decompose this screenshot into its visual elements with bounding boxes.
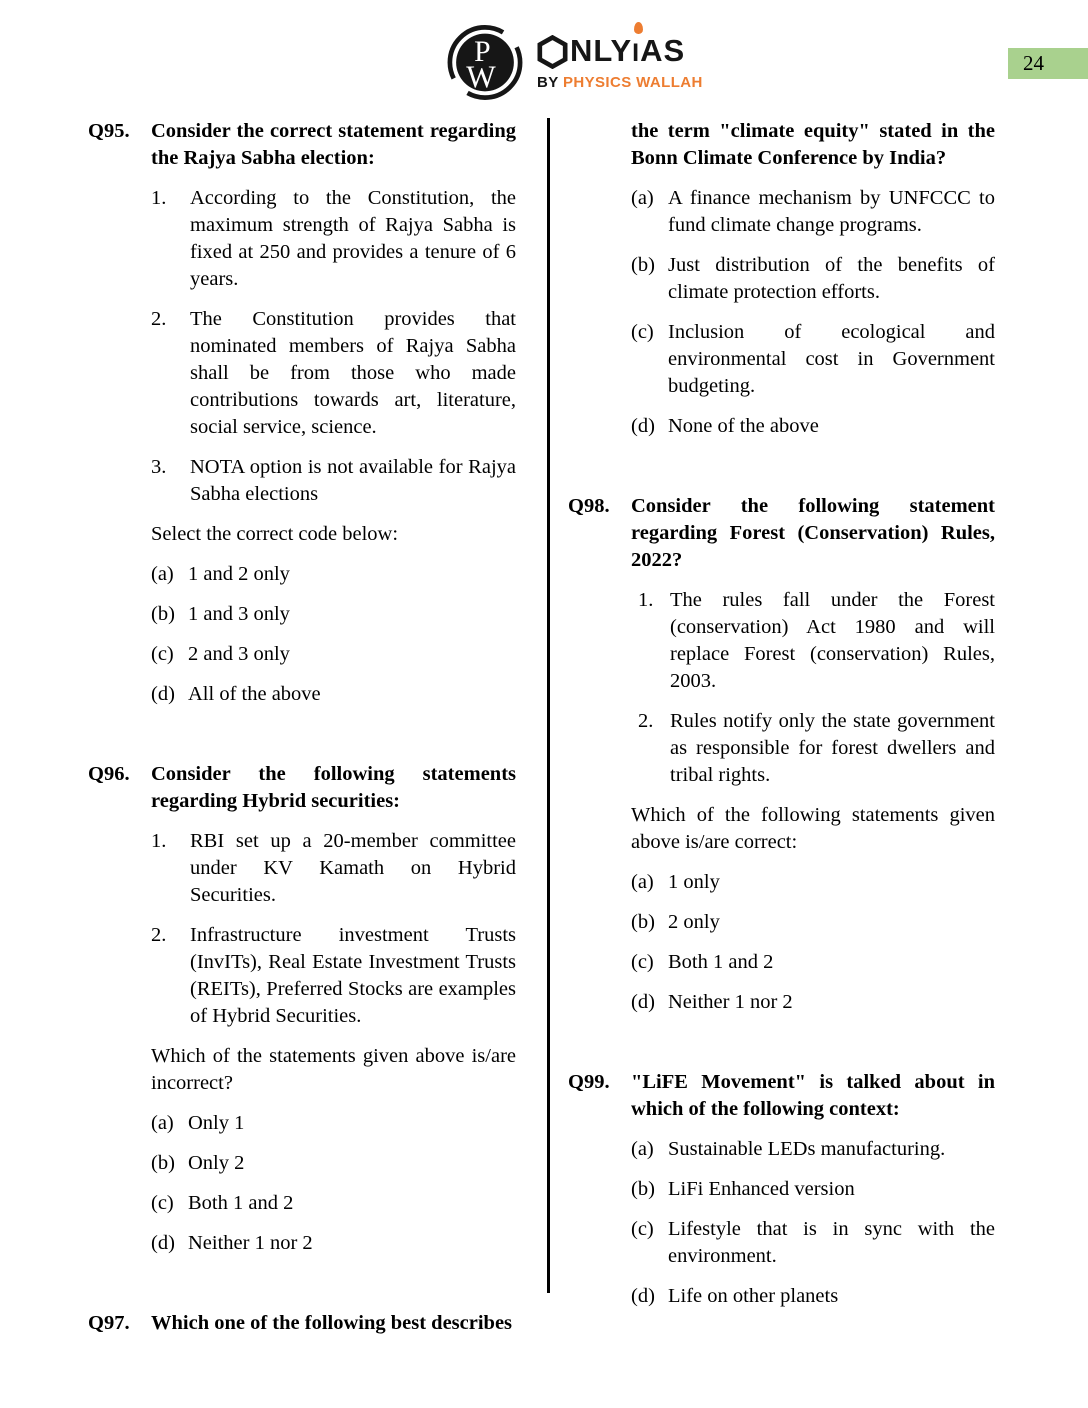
- option-letter: (a): [151, 563, 174, 585]
- option-letter: (c): [631, 951, 654, 973]
- option-row: [631, 989, 995, 1016]
- option-text: None of the above: [668, 415, 819, 437]
- statement-text: Infrastructure investment Trusts (InvITs), Real Estate Investment Trusts (REITs), Preferred Stocks are examples of Hybrid Securities.: [190, 924, 516, 1027]
- option-text: A finance mechanism by UNFCCC to fund climate change programs.: [668, 187, 995, 236]
- option-row: [631, 1136, 995, 1163]
- wordmark-i: I: [632, 35, 640, 71]
- question-number: Q95.: [88, 120, 130, 142]
- question-number: Q97.: [88, 1312, 130, 1334]
- option-text: All of the above: [188, 683, 321, 705]
- option-text: Inclusion of ecological and environmental cost in Government budgeting.: [668, 321, 995, 397]
- statement-text: Rules notify only the state government as responsible for forest dwellers and tribal rights.: [670, 710, 995, 786]
- option-text: Both 1 and 2: [188, 1192, 294, 1214]
- option-letter: (b): [631, 1178, 655, 1200]
- question-heading: the term "climate equity" stated in the Bonn Climate Conference by India?: [631, 120, 995, 169]
- statement-row: [151, 922, 516, 1030]
- option-letter: (b): [631, 254, 655, 276]
- statement-text: The Constitution provides that nominated members of Rajya Sabha shall be from those who made contributions towards art, literature, social service, science.: [190, 308, 516, 438]
- option-text: Lifestyle that is in sync with the environment.: [668, 1218, 995, 1267]
- option-letter: (d): [151, 683, 175, 705]
- question-block-q98: [568, 493, 995, 1029]
- option-row: [151, 1150, 516, 1177]
- option-text: 1 only: [668, 871, 720, 893]
- page-number-badge: 24: [1008, 48, 1088, 79]
- tagline-by: BY: [537, 74, 559, 91]
- option-text: 2 and 3 only: [188, 643, 290, 665]
- question-heading: Consider the following statement regarding Forest (Conservation) Rules, 2022?: [631, 495, 995, 571]
- tagline-physics-wallah: PHYSICS WALLAH: [562, 74, 703, 91]
- option-letter: (b): [151, 603, 175, 625]
- question-heading: "LiFE Movement" is talked about in which of the following context:: [631, 1071, 995, 1120]
- option-text: Life on other planets: [668, 1285, 839, 1307]
- question-number: Q98.: [568, 495, 610, 517]
- option-letter: (d): [151, 1232, 175, 1254]
- statement-text: According to the Constitution, the maximum strength of Rajya Sabha is fixed at 250 and provides a tenure of 6 years.: [190, 187, 516, 290]
- pw-monogram-icon: [446, 24, 524, 101]
- statement-text: NOTA option is not available for Rajya Sabha elections: [190, 456, 516, 505]
- option-row: [151, 641, 516, 668]
- hexagon-o-icon: [537, 35, 568, 69]
- option-letter: (c): [151, 1192, 174, 1214]
- column-divider: [547, 118, 550, 1293]
- option-row: [631, 185, 995, 239]
- option-letter: (b): [151, 1152, 175, 1174]
- question-block-q95: [88, 118, 516, 721]
- wordmark-nly: NLY: [570, 33, 633, 68]
- statement-row: [151, 454, 516, 508]
- option-row: [151, 1190, 516, 1217]
- right-column: [568, 118, 995, 1323]
- option-row: [631, 1216, 995, 1270]
- option-text: 1 and 2 only: [188, 563, 290, 585]
- statement-number: 2.: [151, 924, 167, 946]
- statement-row: [151, 185, 516, 293]
- statement-number: 1.: [151, 187, 167, 209]
- statement-row: [631, 587, 995, 695]
- option-row: [631, 252, 995, 306]
- question-prompt: Which of the statements given above is/are incorrect?: [151, 1045, 516, 1094]
- option-letter: (b): [631, 911, 655, 933]
- option-text: Only 1: [188, 1112, 245, 1134]
- question-number: [568, 118, 631, 453]
- option-text: Just distribution of the benefits of climate protection efforts.: [668, 254, 995, 303]
- question-block-q96: [88, 761, 516, 1270]
- option-row: [631, 319, 995, 400]
- statement-row: [151, 306, 516, 441]
- option-letter: (d): [631, 991, 655, 1013]
- option-letter: (d): [631, 1285, 655, 1307]
- option-row: [151, 601, 516, 628]
- question-heading: Consider the following statements regarding Hybrid securities:: [151, 763, 516, 812]
- question-block-q99: [568, 1069, 995, 1323]
- question-number: Q96.: [88, 763, 130, 785]
- option-letter: (a): [631, 1138, 654, 1160]
- option-text: Neither 1 nor 2: [188, 1232, 313, 1254]
- option-text: Only 2: [188, 1152, 245, 1174]
- option-letter: (c): [631, 1218, 654, 1240]
- onlyias-logo: [446, 24, 703, 101]
- wordmark-as: AS: [640, 33, 686, 68]
- question-heading: Which one of the following best describes: [151, 1312, 513, 1334]
- brand-tagline: [537, 74, 703, 92]
- option-row: [631, 1283, 995, 1310]
- monogram-letter-p: P: [474, 35, 491, 68]
- statement-row: [631, 708, 995, 789]
- question-block-q97: [88, 1310, 516, 1337]
- option-text: Both 1 and 2: [668, 951, 774, 973]
- i-dot-icon: [634, 22, 643, 34]
- option-letter: (c): [631, 321, 654, 343]
- option-row: [151, 1110, 516, 1137]
- question-number: Q99.: [568, 1071, 610, 1093]
- option-text: Sustainable LEDs manufacturing.: [668, 1138, 946, 1160]
- brand-wordmark: [537, 33, 703, 71]
- monogram-letter-w: W: [466, 59, 496, 95]
- option-text: 2 only: [668, 911, 720, 933]
- statement-number: 1.: [151, 830, 167, 852]
- statement-row: [151, 828, 516, 909]
- option-letter: (a): [151, 1112, 174, 1134]
- statement-text: RBI set up a 20-member committee under KV Kamath on Hybrid Securities.: [190, 830, 516, 906]
- option-row: [631, 949, 995, 976]
- option-letter: (d): [631, 415, 655, 437]
- option-letter: (a): [631, 871, 654, 893]
- option-row: [631, 1176, 995, 1203]
- question-prompt: Which of the following statements given above is/are correct:: [631, 804, 995, 853]
- statement-number: 2.: [151, 308, 167, 330]
- question-prompt: Select the correct code below:: [151, 523, 399, 545]
- option-text: LiFi Enhanced version: [668, 1178, 855, 1200]
- question-heading: Consider the correct statement regarding the Rajya Sabha election:: [151, 120, 516, 169]
- statement-number: 2.: [638, 710, 654, 732]
- question-block-q97-continued: [568, 118, 995, 453]
- option-text: Neither 1 nor 2: [668, 991, 793, 1013]
- option-row: [151, 561, 516, 588]
- option-row: [631, 413, 995, 440]
- option-row: [631, 869, 995, 896]
- statement-number: 3.: [151, 456, 167, 478]
- option-text: 1 and 3 only: [188, 603, 290, 625]
- option-row: [151, 681, 516, 708]
- statement-number: 1.: [638, 589, 654, 611]
- option-row: [151, 1230, 516, 1257]
- option-letter: (a): [631, 187, 654, 209]
- statement-text: The rules fall under the Forest (conservation) Act 1980 and will replace Forest (conservation) Rules, 2003.: [670, 589, 995, 692]
- option-letter: (c): [151, 643, 174, 665]
- left-column: [88, 118, 516, 1337]
- option-row: [631, 909, 995, 936]
